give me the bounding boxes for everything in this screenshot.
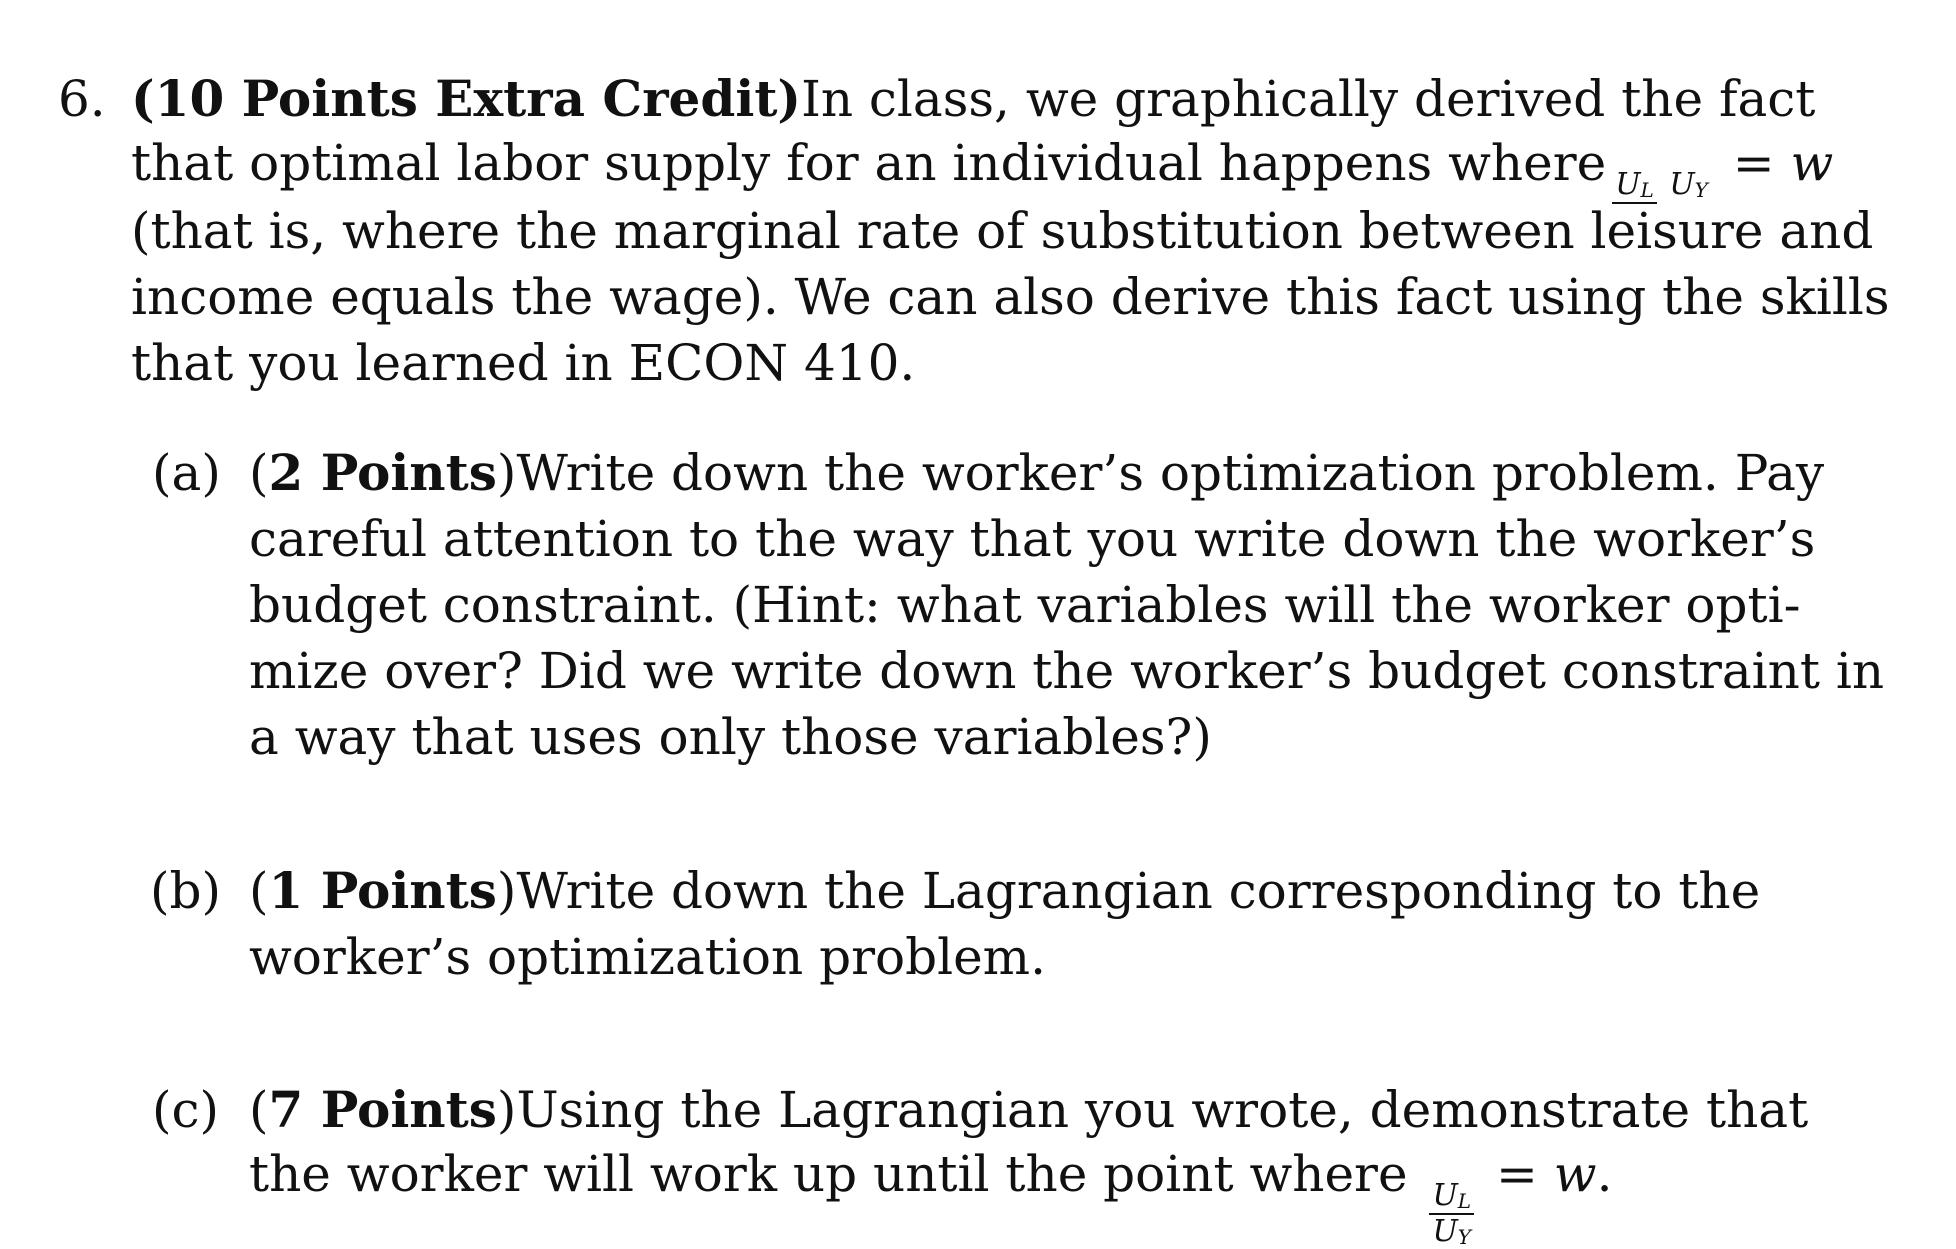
part-b-text-1: Write down the Lagrangian corresponding to the <box>516 862 1761 920</box>
part-b-line-1 <box>249 861 1761 920</box>
formula-period: . <box>1596 1145 1613 1203</box>
part-a-line-2 <box>249 510 1816 568</box>
part-a-text-4: mize over? Did we write down the worker’s budget constraint in <box>249 642 1885 700</box>
part-a-line-3 <box>249 576 1801 634</box>
problem-intro-line-5 <box>131 334 916 392</box>
equals-sign-c: = <box>1495 1145 1538 1203</box>
part-b-points: (1 Points) <box>249 861 517 920</box>
fraction-numerator: $U_L$ <box>1612 169 1657 204</box>
problem-intro-text-5: that you learned in ECON 410. <box>131 334 916 392</box>
part-a-line-1 <box>249 443 1825 502</box>
part-c-text-2: the worker will work up until the point where <box>249 1145 1408 1203</box>
problem-number: 6. <box>58 70 106 128</box>
wage-symbol-c: w <box>1553 1145 1597 1203</box>
mrs-fraction-c <box>1429 1177 1474 1249</box>
part-a-line-5 <box>249 708 1212 766</box>
mrs-fraction <box>1612 168 1711 204</box>
part-a-text-5: a way that uses only those variables?) <box>249 708 1212 766</box>
fraction-denominator-c: $U_Y$ <box>1432 1213 1471 1249</box>
part-a-text-2: careful attention to the way that you write down the worker’s <box>249 510 1816 568</box>
equals-sign: = <box>1732 134 1775 192</box>
fraction-denominator: $U_Y$ <box>1669 166 1708 202</box>
part-c-line-1 <box>249 1080 1809 1139</box>
part-c-label: (c) <box>152 1081 220 1139</box>
part-a-points: (2 Points) <box>249 443 517 502</box>
part-c-line-2 <box>249 1145 1613 1249</box>
wage-symbol: w <box>1790 134 1834 192</box>
problem-intro-line-1 <box>131 69 1816 128</box>
problem-intro-text-2: that optimal labor supply for an individual happens where <box>131 134 1607 192</box>
part-c-points: (7 Points) <box>249 1080 517 1139</box>
part-c-text-1: Using the Lagrangian you wrote, demonstrate that <box>516 1081 1809 1139</box>
part-b-text-2: worker’s optimization problem. <box>249 928 1046 986</box>
problem-intro-line-4 <box>131 268 1890 326</box>
part-a-label: (a) <box>152 444 221 502</box>
problem-intro-text-1: In class, we graphically derived the fact <box>801 70 1816 128</box>
problem-intro-text-4: income equals the wage). We can also derive this fact using the skills <box>131 268 1890 326</box>
part-a-text-1: Write down the worker’s optimization problem. Pay <box>516 444 1825 502</box>
problem-intro-line-2 <box>131 134 1834 204</box>
part-b-label: (b) <box>150 862 222 920</box>
part-a-text-3: budget constraint. (Hint: what variables will the worker opti- <box>249 576 1801 634</box>
problem-intro-text-3: (that is, where the marginal rate of substitution between leisure and <box>131 202 1874 260</box>
part-b-line-2 <box>249 928 1046 986</box>
mrs-formula-c <box>1423 1145 1613 1249</box>
fraction-numerator-c: $U_L$ <box>1429 1180 1474 1215</box>
problem-header: (10 Points Extra Credit) <box>131 69 802 128</box>
problem-intro-line-3 <box>131 202 1874 260</box>
part-a-line-4 <box>249 642 1885 700</box>
mrs-formula <box>1606 134 1834 204</box>
